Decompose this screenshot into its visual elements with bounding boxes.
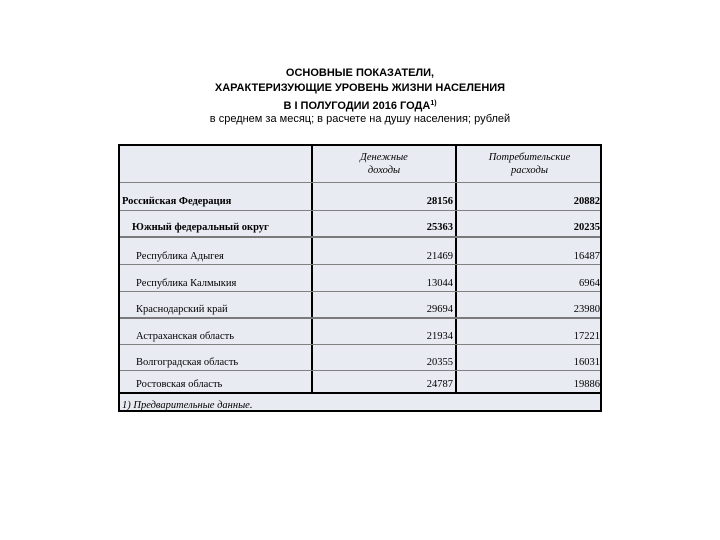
row-expenses: 20882 (573, 196, 600, 207)
table-row (120, 292, 600, 317)
row-name: Волгоградская область (136, 357, 239, 368)
data-table (118, 144, 602, 412)
footnote-row (120, 394, 600, 412)
header-income-line-1: Денежные (360, 152, 408, 163)
table-row (120, 183, 600, 209)
row-income: 25363 (426, 222, 453, 233)
title-line-3-text: В I ПОЛУГОДИИ 2016 ГОДА (283, 100, 431, 112)
row-income: 21934 (426, 331, 453, 342)
header-income-line-2: доходы (367, 165, 401, 176)
row-name: Астраханская область (136, 331, 234, 342)
footnote: 1) Предварительные данные. (122, 400, 253, 411)
header-income (313, 151, 455, 177)
row-income: 20355 (426, 357, 453, 368)
header-expenses (457, 151, 602, 177)
header-expenses-line-2: расходы (511, 165, 548, 176)
row-name: Республика Калмыкия (136, 278, 237, 289)
row-name: Краснодарский край (136, 304, 228, 315)
row-name: Ростовская область (136, 379, 223, 390)
row-expenses: 17221 (573, 331, 600, 342)
row-income: 29694 (426, 304, 453, 315)
table-row (120, 211, 600, 235)
subtitle: в среднем за месяц; в расчете на душу населения; рублей (209, 113, 511, 125)
table-row (120, 265, 600, 291)
table-row (120, 345, 600, 370)
row-expenses: 23980 (573, 304, 600, 315)
footnote-marker: 1) (430, 100, 437, 107)
row-expenses: 16031 (573, 357, 600, 368)
header-expenses-line-1: Потребительские (488, 152, 571, 163)
title-line-1: ОСНОВНЫЕ ПОКАЗАТЕЛИ, (285, 67, 435, 79)
row-name: Южный федеральный округ (132, 222, 269, 233)
row-income: 21469 (426, 251, 453, 262)
row-expenses: 19886 (573, 379, 600, 390)
row-name: Республика Адыгея (136, 251, 224, 262)
row-income: 24787 (426, 379, 453, 390)
row-income: 13044 (426, 278, 453, 289)
table-row (120, 238, 600, 264)
table-row (120, 371, 600, 392)
table-row (120, 319, 600, 344)
row-expenses: 6964 (579, 278, 600, 289)
row-expenses: 20235 (573, 222, 600, 233)
title-line-2: ХАРАКТЕРИЗУЮЩИЕ УРОВЕНЬ ЖИЗНИ НАСЕЛЕНИЯ (214, 82, 506, 94)
row-expenses: 16487 (573, 251, 600, 262)
row-income: 28156 (426, 196, 453, 207)
row-name: Российская Федерация (122, 196, 232, 207)
